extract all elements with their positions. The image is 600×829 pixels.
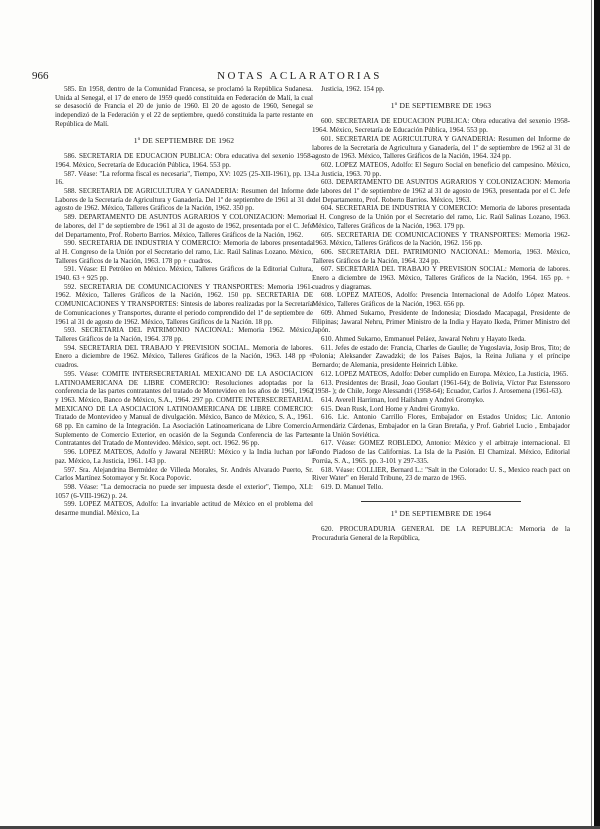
note-entry: 606. SECRETARIA DEL PATRIMONIO NACIONAL: Memoria, 1963. México, Talleres Gráficos de la Nación, 1964. 324 pp. [312, 247, 570, 265]
note-entry: 597. Sra. Alejandrina Bermúdez de Villeda Morales, Sr. Andrés Alvarado Puerto, Sr. Carlos Martínez Sotomayor y Sr. Koca Popovic. [55, 465, 313, 483]
note-entry: 593. SECRETARIA DEL PATRIMONIO NACIONAL: Memoria 1962. México, Talleres Gráficos de la Nación, 1964. 378 pp. [55, 326, 313, 343]
note-entry: 605. SECRETARIA DE COMUNICACIONES Y TRANSPORTES: Memoria 1962-1963. México, Talleres Gráficos de la Nación, 1962. 156 pp. [312, 230, 570, 248]
note-entry: 619. D. Manuel Tello. [321, 482, 384, 491]
note-entry: 617. Véase: GOMEZ ROBLEDO, Antonio: México y el arbitraje internacional. El Fondo Piadoso de las Californias. La Isla de la Pasión. El Chamizal. México, Editorial Porrúa, S. A., 1965. pp. 3-101 y 297-335. [312, 439, 570, 465]
note-entry: 592. SECRETARIA DE COMUNICACIONES Y TRANSPORTES: Memoria 1961-1962. México, Talleres Gráficos de la Nación, 1962. 150 pp. SECRETARIA DE COMUNICACIONES Y TRANSPORTES: Síntesis de labores realizadas por la Secretaría de Comunicaciones y Transportes, durante el periodo comprendido del 1º de septiembre de 1961 al 31 de agosto de 1962. México, Talleres Gráficos de la Nación. 18 pp. [55, 282, 313, 326]
note-entry: 596. LOPEZ MATEOS, Adolfo y Jawaral NEHRU: México y la India luchan por la paz. México, La Justicia, 1961. 143 pp. [55, 448, 313, 465]
note-entry: 613. Presidentes de: Brasil, Joao Goulart (1961-64); de Bolivia, Víctor Paz Estenssoro (1958- ); de Chile, Jorge Alessandri (1958-64); Ecuador, Carlos J. Arosemena (1961-63). [312, 378, 570, 396]
note-entry: 610. Ahmed Sukarno, Emmanuel Peláez, Jawaral Nehru y Hayato Ikeda. [321, 334, 526, 343]
note-entry: 594. SECRETARIA DEL TRABAJO Y PREVISION SOCIAL. Memoria de labores. Enero a diciembre de 1962. México, Talleres Gráficos de la Nación, 1963. 148 pp + cuadros. [55, 343, 313, 370]
section-heading: 1º DE SEPTIEMBRE DE 1964 [390, 508, 492, 518]
page-number: 966 [32, 70, 49, 82]
page-header [32, 70, 567, 84]
scan-edge [594, 0, 600, 829]
section-heading: 1º DE SEPTIEMBRE DE 1962 [133, 135, 235, 145]
note-entry: 601. SECRETARIA DE AGRICULTURA Y GANADERIA: Resumen del Informe de labores de la Secretaría de Agricultura y Ganadería, del 1º de septiembre de 1962 al 31 de agosto de 1963. México, Talleres Gráficos de la Nación, 1964. 324 pp. [312, 134, 570, 161]
note-entry: 590. SECRETARIA DE INDUSTRIA Y COMERCIO: Memoria de labores presentada al H. Congreso de la Unión por el Secretario del ramo, Lic. Raúl Salinas Lozano. México, Talleres Gráficos de la Nación, 1963. 178 pp + cuadros. [55, 239, 313, 265]
note-entry: 614. Averell Harriman, lord Hailsham y Andrei Gromyko. [321, 395, 485, 404]
running-title: NOTAS ACLARATORIAS [217, 70, 382, 82]
note-entry: 616. Lic. Antonio Carrillo Flores, Embajador en Estados Unidos; Lic. Antonio Armendáriz Cárdenas, Embajador en la Gran Bretaña, y Prof. Gabriel Lucio , Embajador ante la Unión Soviética. [312, 413, 570, 439]
note-entry: 603. DEPARTAMENTO DE ASUNTOS AGRARIOS Y COLONIZACION: Memoria de labores del 1º de septiembre de 1962 al 31 de agosto de 1963, presentada por el C. Jefe del Departamento, Prof. Roberto Barrios. México, 1963. [312, 178, 570, 204]
note-entry: 604. SECRETARIA DE INDUSTRIA Y COMERCIO: Memoria de labores presentada al H. Congreso de la Unión por el Secretario del ramo, Lic. Raúl Salinas Lozano, 1963. México, Talleres Gráficos de la Nación, 1963. 179 pp. [312, 204, 570, 230]
note-entry: 586. SECRETARIA DE EDUCACION PUBLICA: Obra educativa del sexenio 1958-1964. México, Secretaría de Educación Pública, 1964. 553 pp. [55, 152, 313, 169]
note-entry: 615. Dean Rusk, Lord Home y Andrei Gromyko. [321, 404, 460, 413]
note-entry: 618. Véase: COLLIER, Bernard L.: "Salt in the Colorado: U. S., Mexico reach pact on River Water" en Herald Tribune, 23 de marzo de 1965. [312, 465, 570, 483]
note-entry: 612. LOPEZ MATEOS, Adolfo: Deber cumplido en Europa. México, La Justicia, 1965. [321, 369, 569, 378]
note-entry: 611. Jefes de estado de: Francia, Charles de Gaulle; de Yugoslavia, Josip Bros, Tito; de Polonia; Aleksander Zawadzki; de los Países Bajos, la Reina Juliana y el príncipe Bernardo; de Alemania, presidente Heinrich Lübke. [312, 343, 570, 370]
note-entry: 595. Véase: COMITE INTERSECRETARIAL MEXICANO DE LA ASOCIACION LATINOAMERICANA DE LIBRE COMERCIO: Resoluciones adoptadas por la conferencia de las partes contratantes del tratado de Montevideo en los años de 1961, 1962 y 1963. México, Banco de México, S.A., 1964. 297 pp. COMITE INTERSECRETARIAL MEXICANO DE LA ASOCIACION LATINOAMERICANA DE LIBRE COMERCIO: Tratado de Montevideo y Manual de divulgación. México, Banco de México, S. A., 1961. 68 pp. En camino de la Integración. La Asociación Latinoamericana de Libre Comercio. Suplemento de Comercio Exterior, en ocasión de la Segunda Conferencia de las Partes Contratantes del Tratado de Montevideo. México, sept. oct. 1962. 96 pp. [55, 369, 313, 448]
note-continuation: Justicia, 1962. 154 pp. [321, 85, 385, 93]
note-entry: 608. LOPEZ MATEOS, Adolfo: Presencia Internacional de Adolfo López Mateos. México, Talleres Gráficos de la Nación, 1963. 656 pp. [312, 291, 570, 309]
section-divider [361, 501, 521, 502]
right-column [312, 85, 570, 543]
note-entry: 599. LOPEZ MATEOS, Adolfo: La invariable actitud de México en el problema del desarme mundial. México, La [55, 500, 313, 518]
section-heading: 1º DE SEPTIEMBRE DE 1963 [390, 100, 492, 110]
note-entry: 585. En 1958, dentro de la Comunidad Francesa, se proclamó la República Sudanesa. Unida al Senegal, el 17 de enero de 1959 quedó constituida en Federación de Malí, la cual se desasoció de Francia el 20 de junio de 1960. El 20 de agosto de 1960, Senegal se independizó de la Federación y el 22 de septiembre, quedó constituida la parte restante en República de Malí. [55, 85, 313, 128]
note-entry: 609. Ahmed Sukarno, Presidente de Indonesia; Diosdado Macapagal, Presidente de Filipinas; Jawaral Nehru, Primer Ministro de la India y Hayato Ikeda, Primer Ministro del Japón. [312, 308, 570, 335]
note-entry: 589. DEPARTAMENTO DE ASUNTOS AGRARIOS Y COLONIZACION: Memoria de labores, del 1º de septiembre de 1961 al 31 de agosto de 1962, presentada por el C. Jefe del Departamento, Prof. Roberto Barrios. México, Talleres Gráficos de la Nación, 1962. [55, 213, 313, 239]
note-entry: 600. SECRETARIA DE EDUCACION PUBLICA: Obra educativa del sexenio 1958-1964. México, Secretaría de Educación Pública, 1964. 553 pp. [312, 117, 570, 135]
scan-edge-line [591, 0, 592, 829]
note-entry: 587. Véase: "La reforma fiscal es necesaria", Tiempo, XV: 1025 (25-XII-1961), pp. 13-16. [55, 169, 313, 187]
note-entry: 591. Véase: El Petróleo en México. México, Talleres Gráficos de la Editorial Cultura, 1940. 63 + 925 pp. [55, 265, 313, 283]
note-entry: 607. SECRETARIA DEL TRABAJO Y PREVISION SOCIAL: Memoria de labores. Enero a diciembre de 1963. México, Talleres Gráficos de la Nación, 1964. 165 pp. + cuadros y diagramas. [312, 265, 570, 291]
note-entry: 598. Véase: "La democracia no puede ser impuesta desde el exterior", Tiempo, XLI: 1057 (6-VIII-1962) p. 24. [55, 482, 313, 500]
note-entry: 620. PROCURADURIA GENERAL DE LA REPUBLICA: Memoria de la Procuraduría General de la República, [312, 525, 570, 543]
left-column [55, 85, 313, 518]
note-entry: 602. LOPEZ MATEOS, Adolfo: El Seguro Social en beneficio del campesino. México, La Justicia, 1963. 70 pp. [312, 160, 570, 178]
note-entry: 588. SECRETARIA DE AGRICULTURA Y GANADERIA: Resumen del Informe de Labores de la Secretaría de Agricultura y Ganadería. Del 1º de septiembre de 1961 al 31 de agosto de 1962. México, Talleres Gráficos de la Nación, 1962. 350 pp. [55, 187, 313, 213]
